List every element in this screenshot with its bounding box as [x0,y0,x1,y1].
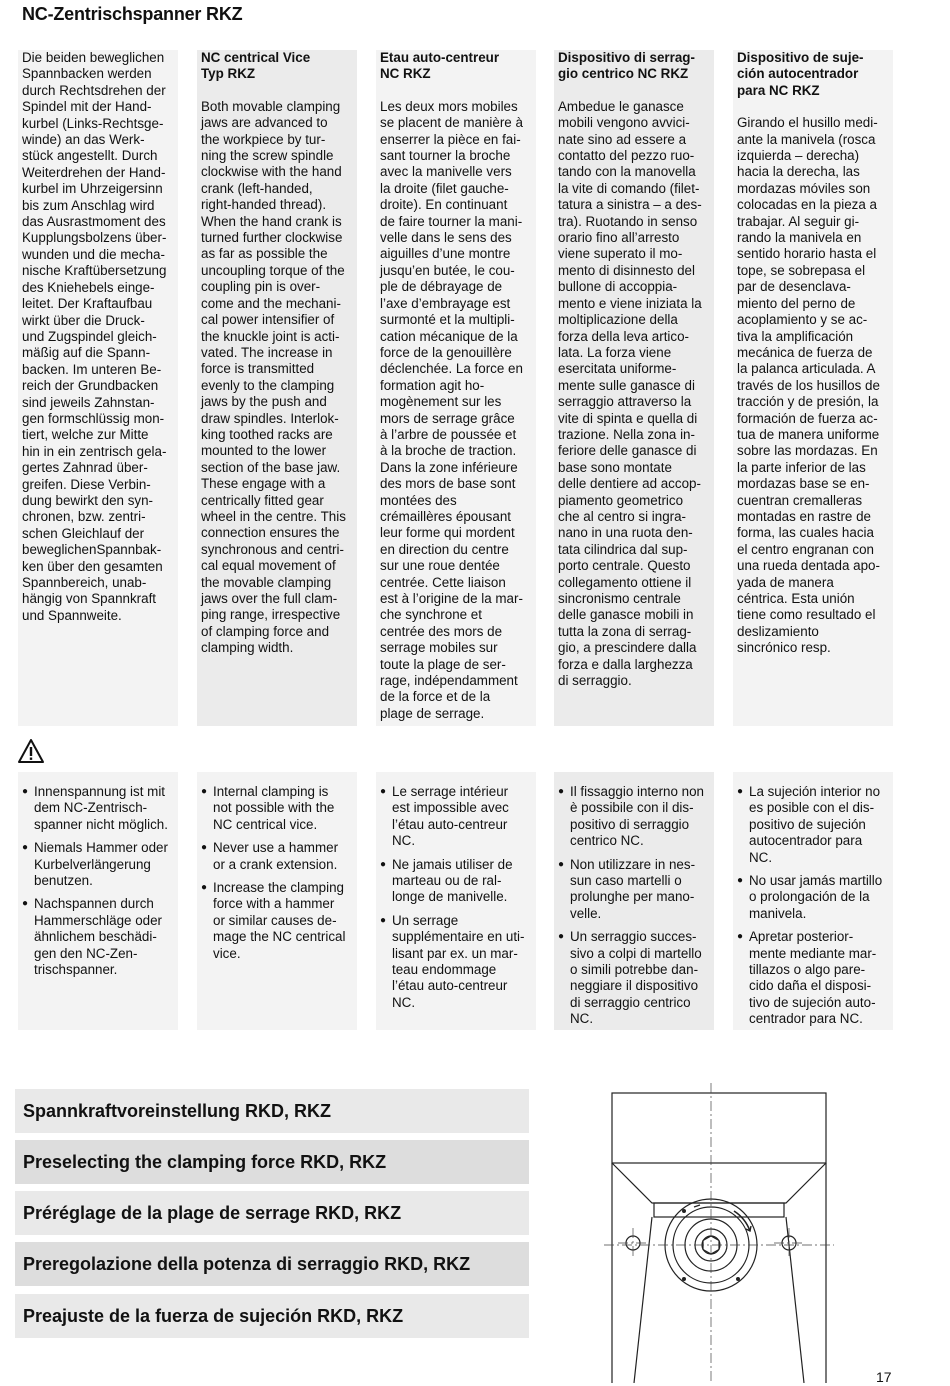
bullet-item: ● Internal clamping is not possible with the NC centrical vice. [201,784,353,833]
bullet-item: ● La sujeción interior no es posible con el dis- positivo de sujeción autocentrador para NC. [737,784,889,866]
column-es [733,50,893,726]
column-heading: Dispositivo di serrag- gio centrico NC RKZ [558,50,695,82]
column-fr [376,50,536,726]
warning-triangle-icon [17,738,45,764]
column-body: Girando el husillo medi- ante la manivela (rosca izquierda – derecha) hacia la derecha, las mordazas móviles son colocadas en la pieza a trabajar. Al seguir gi- rando la manivela en sentido horario hasta el tope, se sobrepasa el par de desenclava- miento del perno de acoplamiento y se ac- tiva la amplificación mecánica de fuerza de la palanca articulada. A través de los husillos de tracción y de presión, la formación de fuerza ac- tua de manera uniforme sobre las mordazas. En la parte inferior de las mordazas base se en- cuentran cremalleras montadas en rastre de forma, las cuales hacia el centro engranan con una rueda dentada apo- yada de manera céntrica. Esta unión tiene como resultado el deslizamiento sincrónico resp. [737,115,880,656]
column-heading: Dispositivo de suje- ción autocentrador para NC RKZ [737,50,864,98]
column-en [197,50,357,726]
warning-column-en [197,772,357,1030]
bullet-item: ● Non utilizzare in nes- sun caso martelli o prolunghe per mano- velle. [558,857,710,923]
bullet-item: ● Never use a hammer or a crank extension. [201,840,353,873]
section-heading-es: Preajuste de la fuerza de sujeción RKD, RKZ [15,1294,529,1338]
bullet-item: ● Un serraggio succes- sivo a colpi di martello o simili potrebbe dan- neggiare il dispositivo di serraggio centrico NC. [558,929,710,1027]
bullet-item: ● Un serrage supplémentaire en uti- lisant par ex. un mar- teau endommage l’étau auto-centreur NC. [380,913,532,1011]
bullet-item: ● No usar jamás martillo o prolongación de la manivela. [737,873,889,922]
bullet-item: ● Nachspannen durch Hammerschläge oder ähnlichem beschädi- gen den NC-Zen- trischspanner. [22,896,174,978]
warning-column-de [18,772,178,1030]
column-it [554,50,714,726]
page-number: 17 [876,1369,892,1385]
bullet-item: ● Ne jamais utiliser de marteau ou de ral- longe de manivelle. [380,857,532,906]
column-body: Ambedue le ganasce mobili vengono avvici- nate sino ad essere a contatto del pezzo ruo- tando con la manovella la vite di comando (filet- tatura a sinistra – a des- tra). Ruotando in senso orario fino all’arresto viene superato il mo- mento di disinnesto del bullone di accoppia- mento e viene iniziata la moltiplicazione della forza della leva artico- lata. La forza viene esercitata uniforme- mente sulle ganasce di serraggio attraverso la vite di spinta e quella di trazione. Nella zona in- feriore delle ganasce di base sono montate delle dentiere ad accop- piamento geometrico che al centro si ingra- nano in una ruota den- tata cilindrica dal sup- porto centrale. Questo collegamento ottiene il sincronismo centrale delle ganasce mobili in tutta la zona di serrag- gio, a prescindere dalla forza e dalla larghezza di serraggio. [558,98,702,689]
column-heading: NC centrical Vice Typ RKZ [201,50,311,82]
bullet-item: ● Apretar posterior- mente mediante mar- tillazos o algo pare- cido daña el disposi- tivo de sujeción auto- centrador para NC. [737,929,889,1027]
column-body: Die beiden beweglichen Spannbacken werden durch Rechtsdrehen der Spindel mit der Hand- kurbel (Links-Rechtsge- winde) an das Werk- stück angestellt. Durch Weiterdrehen der Hand- kurbel im Uhrzeigersinn bis zum Anschlag wird das Ausrastmoment des Kupplungsbolzens über- wunden und die mecha- nische Kraftübersetzung des Kniehebels einge- leitet. Der Kraftaufbau wirkt über die Druck- und Zugspindel gleich- mäßig auf die Spann- backen. Im unteren Be- reich der Grundbacken sind jeweils Zahnstan- gen formschlüssig mon- tiert, welche zur Mitte hin in ein zentrisch gela- gertes Zahnrad über- greifen. Diese Verbin- dung bewirkt den syn- chronen, bzw. zentri- schen Gleichlauf der beweglichenSpannbak- ken über den gesamten Spannbereich, unab- hängig von Spannkraft und Spannweite. [22,50,167,623]
column-heading: Etau auto-centreur NC RKZ [380,50,500,82]
bullet-item: ● Increase the clamping force with a hammer or similar causes de- mage the NC centrical vice. [201,880,353,962]
bullet-item: ● Le serrage intérieur est impossible avec l’étau auto-centreur NC. [380,784,532,850]
warning-column-es [733,772,893,1030]
warning-column-fr [376,772,536,1030]
section-heading-de: Spannkraftvoreinstellung RKD, RKZ [15,1089,529,1133]
section-heading-it: Preregolazione della potenza di serraggio RKD, RKZ [15,1242,529,1286]
bullet-item: ● Niemals Hammer oder Kurbelverlängerung benutzen. [22,840,174,889]
column-de [18,50,178,726]
column-body: Both movable clamping jaws are advanced to the workpiece by tur- ning the screw spindle clockwise with the hand crank (left-handed, right-handed thread). When the hand crank is turned further clockwise as far as possible the uncoupling torque of the coupling pin is over- come and the mechani- cal power intensifier of the knuckle joint is acti- vated. The increase in force is transmitted evenly to the clamping jaws by the push and draw spindles. Interlok- king toothed racks are mounted to the lower section of the base jaw. These engage with a centrically fitted gear wheel in the centre. This connection ensures the synchronous and centri- cal equal movement of the movable clamping jaws over the full clam- ping range, irrespective of clamping force and clamping width. [201,98,346,656]
column-body: Les deux mors mobiles se placent de manière à enserrer la pièce en fai- sant tourner la broche avec la manivelle vers la droite (filet gauche- droite). En continuant de faire tourner la mani- velle dans le sens des aiguilles d’une montre jusqu’en butée, le cou- ple de débrayage de l’axe d’embrayage est surmonté et la multipli- cation mécanique de la force de la genouillère déclenchée. La force en formation agit ho- mogènement sur les mors de serrage grâce à l’arbre de poussée et à la broche de traction. Dans la zone inférieure des mors de base sont montées des crémaillères épousant leur forme qui mordent en direction du centre sur une roue dentée centrée. Cette liaison est à l’origine de la mar- che synchrone et centrée des mors de serrage mobiles sur toute la plage de ser- rage, indépendamment de la force et de la plage de serrage. [380,98,523,721]
vice-top-view-drawing [604,1083,834,1383]
page-title: NC-Zentrischspanner RKZ [22,4,243,24]
section-heading-en: Preselecting the clamping force RKD, RKZ [15,1140,529,1184]
section-heading-fr: Préréglage de la plage de serrage RKD, RKZ [15,1191,529,1235]
bullet-item: ● Il fissaggio interno non è possibile con il dis- positivo di serraggio centrico NC. [558,784,710,850]
bullet-item: ● Innenspannung ist mit dem NC-Zentrisch- spanner nicht möglich. [22,784,174,833]
warning-column-it [554,772,714,1030]
